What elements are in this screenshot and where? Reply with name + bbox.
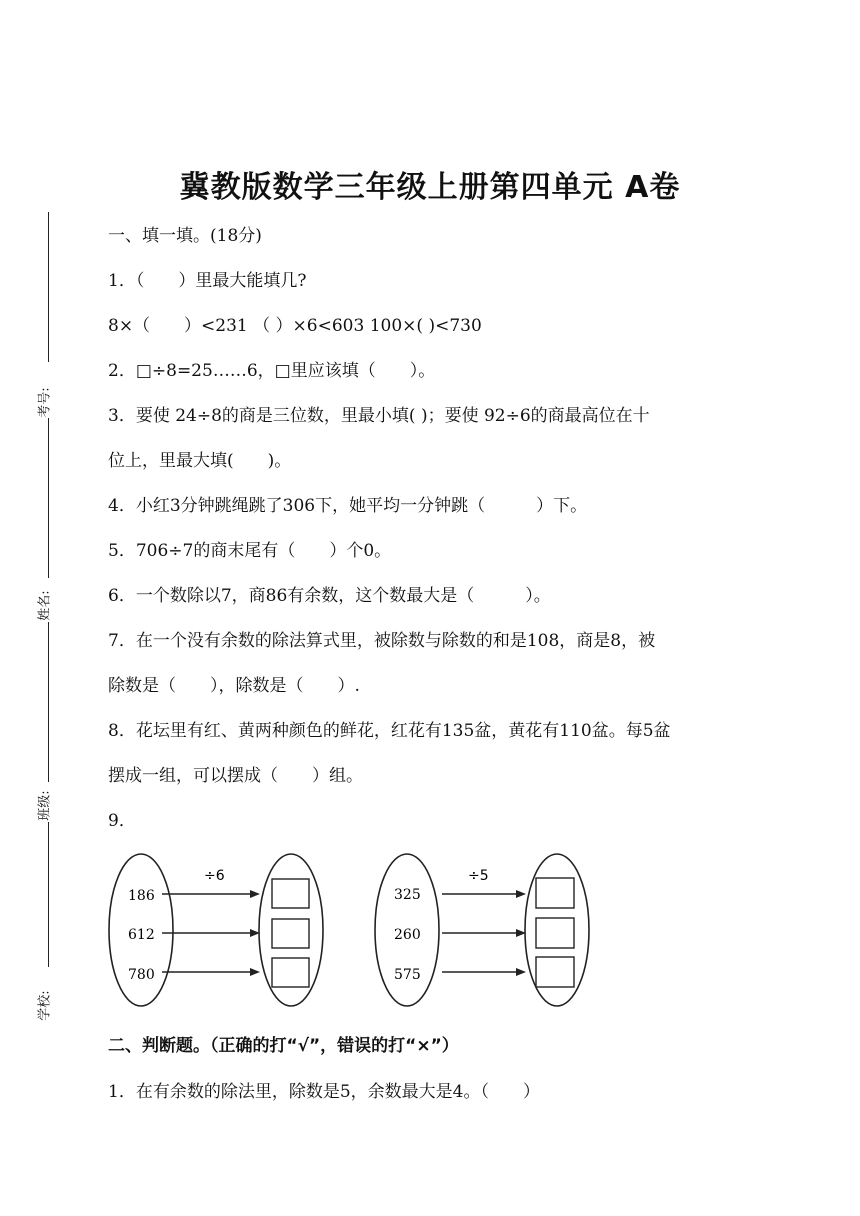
question-3-line1: 3．要使 24÷8的商是三位数，里最小填( )；要使 92÷6的商最高位在十	[108, 406, 650, 426]
arrow-head	[250, 968, 260, 976]
question-8-line2: 摆成一组，可以摆成（ ）组。	[108, 766, 363, 786]
answer-box[interactable]	[272, 919, 309, 948]
binding-label-exam-no: 考号:	[37, 387, 53, 418]
operator-label: ÷5	[468, 868, 489, 884]
diagram-left-svg	[104, 842, 334, 1012]
judge-question-1: 1．在有余数的除法里，除数是5，余数最大是4。（ ）	[108, 1082, 540, 1102]
division-diagram-right	[370, 842, 600, 1016]
question-4: 4．小红3分钟跳绳跳了306下，她平均一分钟跳（ ）下。	[108, 496, 588, 516]
question-7-line1: 7．在一个没有余数的除法算式里，被除数与除数的和是108，商是8，被	[108, 631, 656, 651]
answer-box[interactable]	[536, 918, 574, 948]
dividend-number: 260	[394, 927, 421, 943]
arrow-head	[250, 890, 260, 898]
binding-line	[48, 418, 49, 578]
question-3-line2: 位上，里最大填( )。	[108, 451, 292, 471]
section1-heading: 一、填一填。(18分)	[108, 226, 262, 246]
section2-heading: 二、判断题。（正确的打“√”，错误的打“×”）	[108, 1036, 459, 1056]
operator-label: ÷6	[204, 868, 225, 884]
answer-box[interactable]	[272, 958, 309, 987]
question-5: 5．706÷7的商末尾有（ ）个0。	[108, 541, 392, 561]
question-1-expressions: 8×（ ）<231 （ ）×6<603 100×( )<730	[108, 316, 482, 336]
binding-line	[48, 212, 49, 362]
arrow-head	[516, 890, 526, 898]
question-6: 6．一个数除以7，商86有余数，这个数最大是（ ）。	[108, 586, 551, 606]
question-1: 1．（ ）里最大能填几?	[108, 271, 307, 291]
binding-label-class: 班级:	[37, 790, 53, 821]
question-2: 2．□÷8=25……6，□里应该填（ ）。	[108, 361, 436, 381]
binding-label-name: 姓名:	[37, 590, 53, 621]
dividend-number: 780	[128, 967, 155, 983]
binding-line	[48, 622, 49, 782]
question-7-line2: 除数是（ ），除数是（ ）.	[108, 676, 360, 696]
dividend-number: 325	[394, 887, 421, 903]
dividend-number: 575	[394, 967, 421, 983]
dividend-number: 186	[128, 888, 155, 904]
answer-box[interactable]	[536, 957, 574, 987]
binding-line	[48, 822, 49, 967]
diagram-right-svg	[370, 842, 600, 1012]
division-diagram-left	[104, 842, 334, 1016]
dividend-number: 612	[128, 927, 155, 943]
question-8-line1: 8．花坛里有红、黄两种颜色的鲜花，红花有135盆，黄花有110盆。每5盆	[108, 721, 671, 741]
page-title: 冀教版数学三年级上册第四单元 A卷	[179, 170, 681, 205]
arrow-head	[516, 968, 526, 976]
answer-box[interactable]	[272, 879, 309, 908]
question-9: 9．	[108, 811, 136, 831]
answer-box[interactable]	[536, 878, 574, 908]
binding-label-school: 学校:	[37, 990, 53, 1021]
